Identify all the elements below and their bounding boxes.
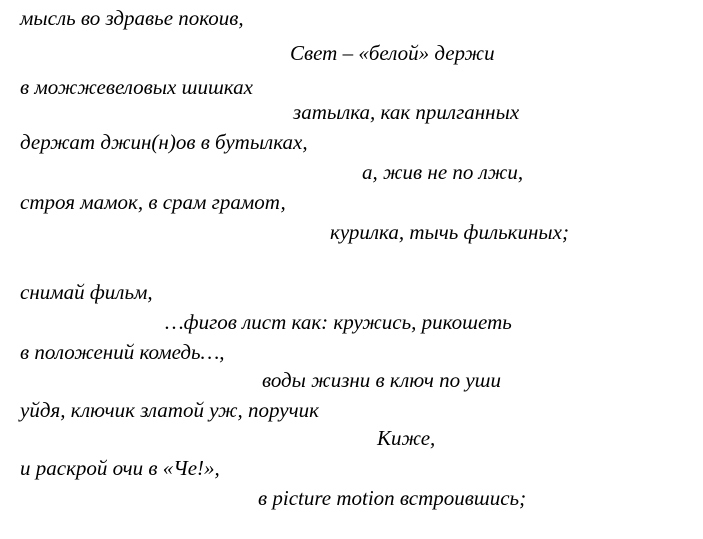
poem-line: снимай фильм, [20, 280, 153, 304]
poem-line: а, жив не по лжи, [362, 160, 524, 184]
poem-line: в можжевеловых шишках [20, 75, 253, 99]
poem-line: Свет – «белой» держи [290, 41, 495, 65]
poem-line: и раскрой очи в «Че!», [20, 456, 220, 480]
poem-line: курилка, тычь филькиных; [330, 220, 569, 244]
poem-line: затылка, как прилганных [293, 100, 520, 124]
poem-line: уйдя, ключик златой уж, поручик [20, 398, 319, 422]
poem-line: держат джин(н)ов в бутылках, [20, 130, 308, 154]
poem-line: строя мамок, в срам грамот, [20, 190, 286, 214]
poem-line: мысль во здравье покоив, [20, 6, 244, 30]
poem-line: в положений комедь…, [20, 340, 225, 364]
poem-line: …фигов лист как: кружись, рикошеть [165, 310, 512, 334]
poem-line: воды жизни в ключ по уши [262, 368, 502, 392]
poem-line: в picture motion встроившись; [258, 486, 527, 510]
poem-line: Киже, [377, 426, 436, 450]
